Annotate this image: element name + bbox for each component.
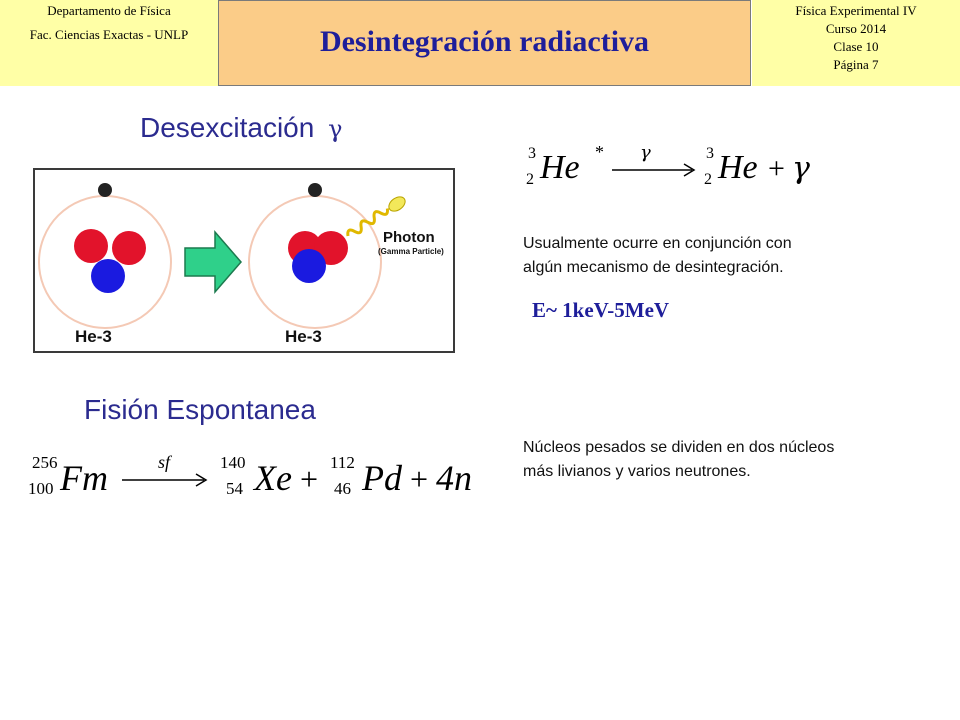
excited-mark: * (595, 142, 604, 162)
neutrons-term: 4n (436, 458, 472, 498)
photon-sublabel: (Gamma Particle) (378, 247, 444, 256)
fm-mass-number: 256 (32, 453, 58, 472)
product-charge-number: 2 (704, 171, 712, 188)
page-number: Página 7 (833, 57, 879, 72)
header-right-panel (752, 0, 960, 86)
course-name: Física Experimental IV (795, 3, 917, 18)
plus-sign-1: + (300, 461, 319, 497)
he3-deexcitation-figure (33, 168, 455, 353)
plus-sign: + (768, 152, 785, 185)
gamma-decay-equation (520, 136, 830, 196)
plus-sign-2: + (410, 461, 429, 497)
fm-symbol: Fm (60, 458, 108, 498)
he-symbol: He (540, 149, 580, 186)
fission-description-line2: más livianos y varios neutrones. (523, 463, 751, 480)
left-proton-2 (112, 231, 146, 265)
fission-description-line1: Núcleos pesados se dividen en dos núcleos (523, 439, 835, 456)
sf-label: sf (158, 452, 171, 472)
gamma-heading-symbol: γ (328, 115, 343, 143)
right-neutron (292, 249, 326, 283)
xe-symbol: Xe (254, 458, 292, 498)
xe-mass-number: 140 (220, 453, 246, 472)
left-neutron (91, 259, 125, 293)
department-name: Departamento de Física (47, 3, 171, 18)
right-electron (308, 183, 322, 197)
fission-description (523, 436, 834, 484)
left-proton-1 (74, 229, 108, 263)
page-title: Desintegración radiactiva (319, 25, 650, 58)
right-he3-label: He-3 (285, 327, 322, 346)
he-charge-number: 2 (526, 171, 534, 188)
fission-heading: Fisión Espontanea (84, 394, 316, 425)
left-he3-label: He-3 (75, 327, 112, 346)
gamma-heading (140, 112, 342, 144)
he3-figure-svg (35, 170, 453, 351)
gamma-description-line1: Usualmente ocurre en conjunción con (523, 235, 792, 252)
energy-range: E~ 1keV-5MeV (532, 298, 670, 322)
fission-equation (28, 450, 488, 506)
product-he-symbol: He (718, 149, 758, 186)
product-mass-number: 3 (706, 145, 714, 162)
he-mass-number: 3 (528, 145, 536, 162)
photon-particle-icon (386, 194, 408, 214)
header-title-panel (218, 0, 751, 86)
xe-charge-number: 54 (226, 479, 243, 498)
fm-charge-number: 100 (28, 479, 54, 498)
transition-arrow-icon (185, 232, 241, 292)
gamma-product: γ (792, 151, 810, 186)
arrow-gamma-label: γ (640, 142, 651, 163)
pd-symbol: Pd (362, 458, 402, 498)
faculty-name: Fac. Ciencias Exactas - UNLP (29, 27, 189, 42)
gamma-description-line2: algún mecanismo de desintegración. (523, 259, 784, 276)
course-year: Curso 2014 (825, 21, 887, 36)
photon-label: Photon (383, 229, 435, 246)
gamma-heading-text: Desexcitación (140, 112, 315, 143)
left-electron (98, 183, 112, 197)
header-left-panel (0, 0, 218, 86)
gamma-description (523, 232, 792, 280)
pd-charge-number: 46 (334, 479, 351, 498)
pd-mass-number: 112 (330, 453, 355, 472)
class-number: Clase 10 (833, 39, 879, 54)
